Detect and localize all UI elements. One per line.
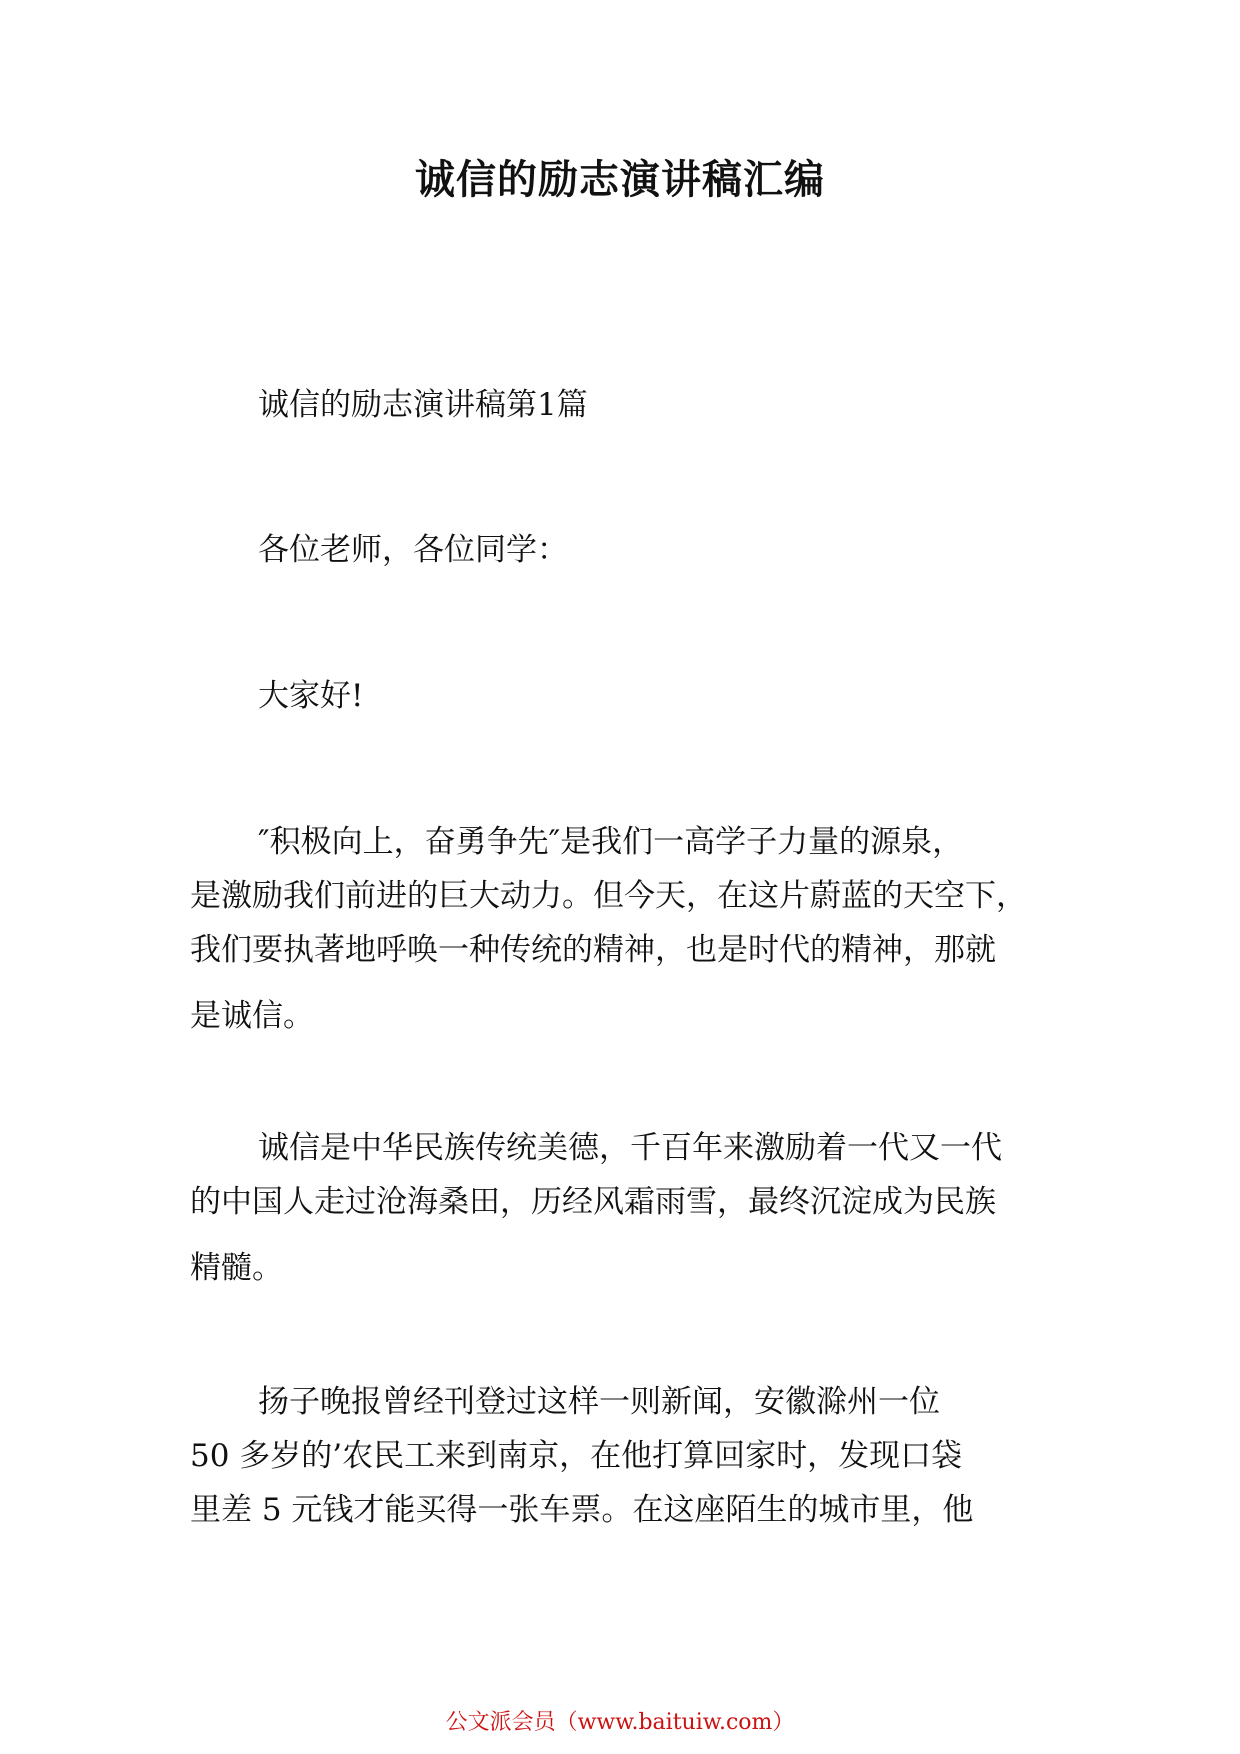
paragraph-line: 精髓。 — [190, 1250, 283, 1286]
paragraph-line: ″积极向上，奋勇争先″是我们一高学子力量的源泉， — [258, 824, 964, 860]
paragraph-line: 我们要执著地呼唤一种传统的精神，也是时代的精神，那就 — [190, 932, 996, 968]
paragraph-3 — [190, 1382, 1060, 1544]
greeting: 大家好! — [258, 678, 364, 714]
salutation: 各位老师，各位同学： — [258, 532, 568, 568]
paragraph-line: 诚信是中华民族传统美德，千百年来激励着一代又一代 — [258, 1130, 1002, 1166]
paragraph-line: 是激励我们前进的巨大动力。但今天，在这片蔚蓝的天空下， — [190, 878, 1027, 914]
document-title: 诚信的励志演讲稿汇编 — [415, 157, 825, 203]
paragraph-2 — [190, 1128, 1060, 1302]
section-heading: 诚信的励志演讲稿第1篇 — [258, 387, 588, 423]
paragraph-line: 是诚信。 — [190, 998, 314, 1034]
footer-watermark: 公文派会员（www.baituiw.com） — [445, 1710, 795, 1735]
paragraph-line: 扬子晚报曾经刊登过这样一则新闻，安徽滁州一位 — [258, 1384, 940, 1420]
paragraph-line: 的中国人走过沧海桑田，历经风霜雨雪，最终沉淀成为民族 — [190, 1184, 996, 1220]
paragraph-line: 里差 5 元钱才能买得一张车票。在这座陌生的城市里，他 — [190, 1492, 974, 1528]
paragraph-1 — [190, 822, 1060, 1050]
paragraph-line: 50 多岁的’农民工来到南京，在他打算回家时，发现口袋 — [190, 1438, 963, 1474]
